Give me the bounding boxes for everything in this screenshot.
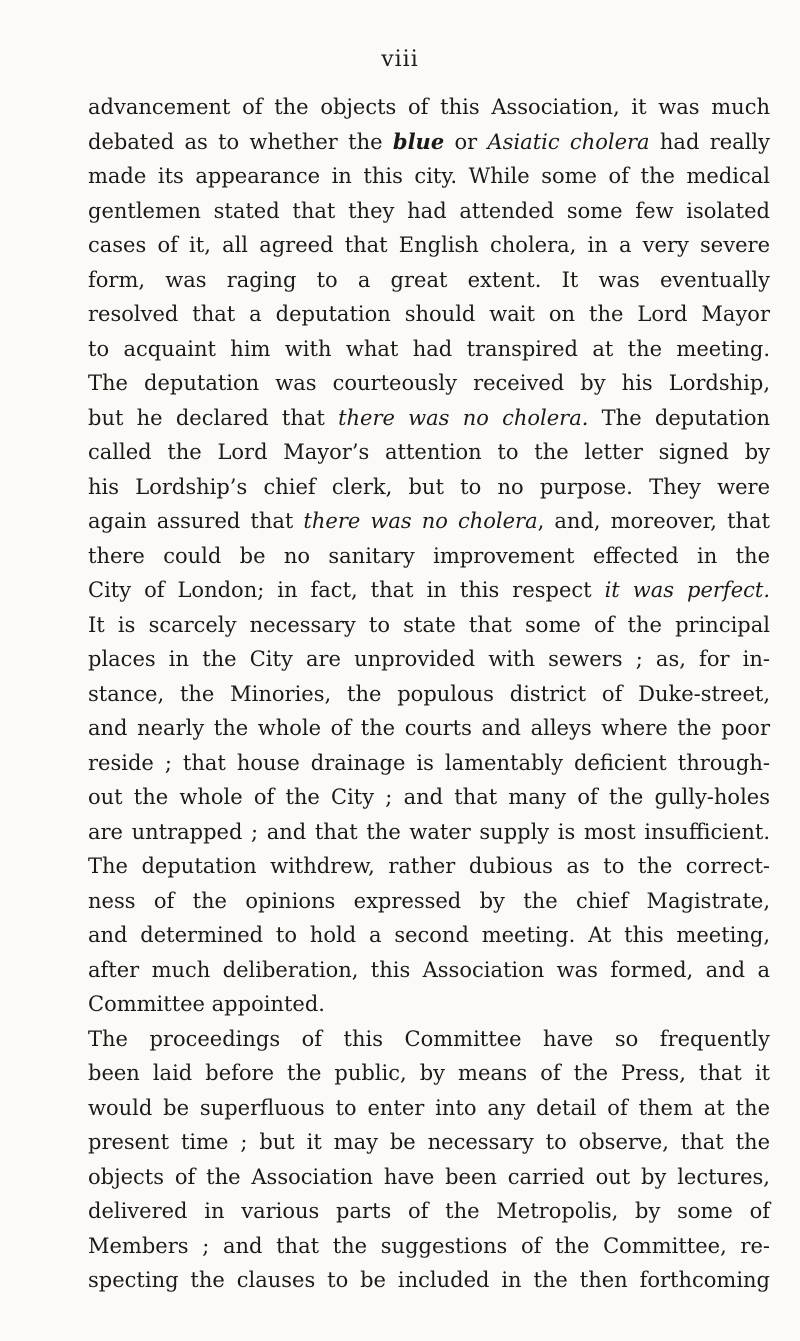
text-segment: advancement of the objects of this Association, it was much xyxy=(88,95,770,119)
text-segment: resolved that a deputation should wait on the Lord Mayor xyxy=(88,302,770,326)
text-segment: made its appearance in this city. While some of the medical xyxy=(88,164,770,188)
page-number: viii xyxy=(381,47,419,72)
text-segment: but he declared that xyxy=(88,405,339,430)
text-segment: to acquaint him with what had transpired at the meeting. xyxy=(88,336,770,361)
text-segment: again assured that xyxy=(88,509,304,533)
text-segment: , and, moreover, that xyxy=(537,509,770,533)
text-line xyxy=(88,159,770,194)
text-segment: there could be no sanitary improvement effected in the xyxy=(88,543,770,568)
text-line xyxy=(88,884,770,919)
text-line xyxy=(88,849,770,884)
emphasis-text: Asiatic cholera xyxy=(487,129,650,154)
text-segment: or xyxy=(444,129,488,154)
text-line xyxy=(88,297,770,332)
text-line xyxy=(88,1022,770,1057)
text-segment: after much deliberation, this Association was formed, and a xyxy=(88,957,770,982)
text-line xyxy=(88,918,770,953)
text-segment: and determined to hold a second meeting. At this meeting, xyxy=(88,923,770,947)
text-line xyxy=(88,435,770,470)
text-segment: Members ; and that the suggestions of the Committee, re- xyxy=(88,1233,770,1258)
text-segment: The deputation was courteously received by his Lordship, xyxy=(88,371,770,395)
text-line xyxy=(88,1160,770,1195)
text-segment: and nearly the whole of the courts and alleys where the poor xyxy=(88,716,770,740)
text-line xyxy=(88,470,770,505)
body-text xyxy=(88,90,770,1298)
text-segment: stance, the Minories, the populous district of Duke-street, xyxy=(88,681,770,706)
text-line xyxy=(88,711,770,746)
text-line xyxy=(88,1263,770,1298)
text-line xyxy=(88,642,770,677)
text-line xyxy=(88,194,770,229)
text-segment: present time ; but it may be necessary to observe, that the xyxy=(88,1130,770,1154)
emphasis-text: there was no cholera. xyxy=(338,405,589,430)
text-segment: reside ; that house drainage is lamentably deficient through- xyxy=(88,750,770,775)
text-segment: are untrapped ; and that the water supply is most insufficient. xyxy=(88,819,770,844)
text-line xyxy=(88,608,770,643)
text-line xyxy=(88,1125,770,1160)
text-line xyxy=(88,539,770,574)
text-segment: been laid before the public, by means of the Press, that it xyxy=(88,1061,770,1085)
text-line xyxy=(88,366,770,401)
text-line xyxy=(88,815,770,850)
text-segment: The proceedings of this Committee have so frequently xyxy=(88,1026,770,1051)
text-line xyxy=(88,1091,770,1126)
text-line xyxy=(88,780,770,815)
text-segment: had really xyxy=(649,129,770,154)
text-line xyxy=(88,573,770,608)
text-line xyxy=(88,953,770,988)
text-segment: his Lordship’s chief clerk, but to no purpose. They were xyxy=(88,474,770,499)
text-line xyxy=(88,228,770,263)
text-segment: Committee appointed. xyxy=(88,992,325,1016)
text-segment: It is scarcely necessary to state that some of the principal xyxy=(88,612,770,637)
text-segment: form, was raging to a great extent. It was eventually xyxy=(88,267,770,292)
text-segment: places in the City are unprovided with sewers ; as, for in- xyxy=(88,647,770,671)
text-line xyxy=(88,401,770,436)
text-segment: debated as to whether the xyxy=(88,129,393,154)
text-line xyxy=(88,1194,770,1229)
text-segment: The deputation xyxy=(588,405,770,430)
text-line xyxy=(88,90,770,125)
text-segment: would be superfluous to enter into any detail of them at the xyxy=(88,1095,770,1120)
text-line xyxy=(88,332,770,367)
text-segment: City of London; in fact, that in this respect xyxy=(88,578,605,602)
text-line xyxy=(88,1229,770,1264)
emphasis-text: blue xyxy=(392,128,445,154)
text-line xyxy=(88,504,770,539)
emphasis-text: it was perfect. xyxy=(604,578,770,602)
text-segment: called the Lord Mayor’s attention to the letter signed by xyxy=(88,440,770,464)
text-segment: out the whole of the City ; and that many of the gully-holes xyxy=(88,785,770,809)
text-line xyxy=(88,987,770,1022)
text-segment: ness of the opinions expressed by the chief Magistrate, xyxy=(88,888,770,913)
text-line xyxy=(88,677,770,712)
text-segment: delivered in various parts of the Metropolis, by some of xyxy=(88,1199,770,1223)
text-line xyxy=(88,1056,770,1091)
text-segment: objects of the Association have been carried out by lectures, xyxy=(88,1164,770,1189)
text-segment: gentlemen stated that they had attended some few isolated xyxy=(88,198,770,223)
emphasis-text: there was no cholera xyxy=(303,509,538,533)
text-segment: cases of it, all agreed that English cholera, in a very severe xyxy=(88,233,770,257)
text-line xyxy=(88,263,770,298)
text-segment: specting the clauses to be included in the then forthcoming xyxy=(88,1268,770,1292)
text-line xyxy=(88,125,770,160)
text-segment: The deputation withdrew, rather dubious as to the correct- xyxy=(88,854,770,878)
text-line xyxy=(88,746,770,781)
